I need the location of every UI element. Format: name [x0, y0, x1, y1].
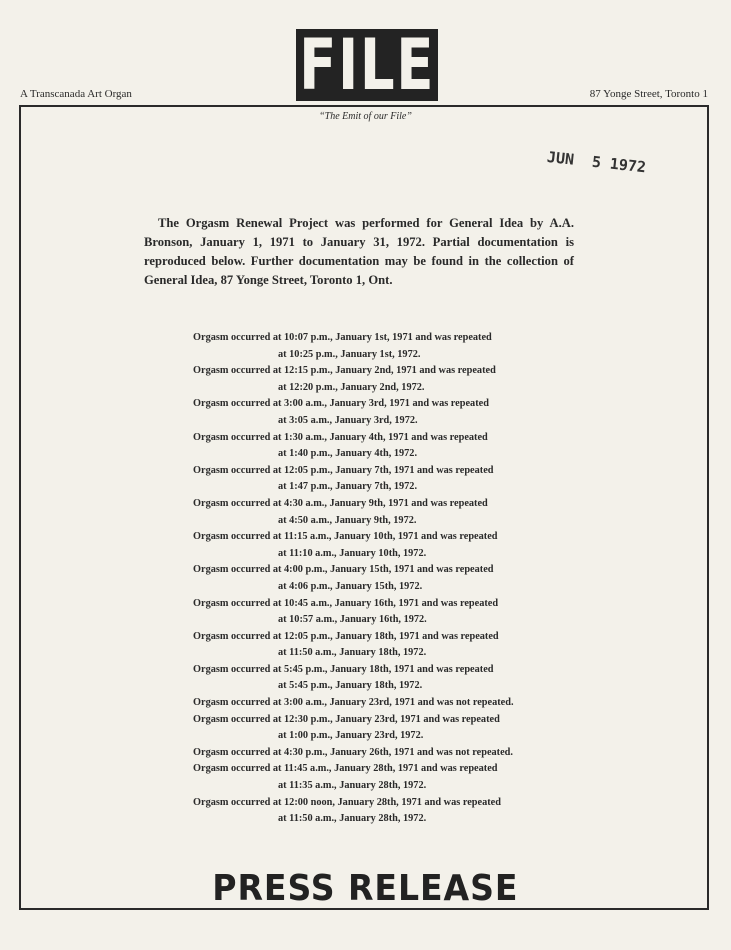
log-line: at 11:35 a.m., January 28th, 1972.: [278, 780, 427, 792]
log-line: at 11:50 a.m., January 28th, 1972.: [278, 813, 427, 825]
log-line: at 12:20 p.m., January 2nd, 1972.: [278, 381, 425, 393]
log-line: Orgasm occurred at 11:15 a.m., January 10th, 1971 and was repeated: [193, 531, 498, 543]
log-line: at 1:00 p.m., January 23rd, 1972.: [278, 730, 424, 742]
motto: “The Emit of our File”: [319, 111, 412, 122]
log-line: Orgasm occurred at 12:00 noon, January 28th, 1971 and was repeated: [193, 796, 501, 808]
log-line: Orgasm occurred at 11:45 a.m., January 28th, 1971 and was repeated: [193, 763, 498, 775]
press-release-text: PRESS RELEASE: [212, 868, 519, 909]
log-line: Orgasm occurred at 4:30 a.m., January 9th, 1971 and was repeated: [193, 497, 488, 509]
logo-text: FILE: [299, 24, 435, 106]
log-line: at 11:50 a.m., January 18th, 1972.: [278, 647, 427, 659]
log-line: Orgasm occurred at 3:00 a.m., January 23rd, 1971 and was not repeated.: [193, 697, 514, 709]
log-line: at 4:06 p.m., January 15th, 1972.: [278, 580, 423, 592]
address: 87 Yonge Street, Toronto 1: [589, 88, 708, 100]
log-line: Orgasm occurred at 3:00 a.m., January 3rd, 1971 and was repeated: [193, 398, 489, 410]
date-stamp: JUN 5 1972: [546, 148, 647, 177]
file-logo: [296, 24, 438, 106]
press-release-heading: [0, 868, 731, 909]
log-line: Orgasm occurred at 12:05 p.m., January 18th, 1971 and was repeated: [193, 630, 499, 642]
log-line: Orgasm occurred at 5:45 p.m., January 18th, 1971 and was repeated: [193, 663, 494, 675]
log-line: Orgasm occurred at 12:05 p.m., January 7th, 1971 and was repeated: [193, 464, 494, 476]
log-line: at 10:57 a.m., January 16th, 1972.: [278, 614, 427, 626]
log-line: Orgasm occurred at 10:45 a.m., January 16th, 1971 and was repeated: [193, 597, 499, 609]
log-line: at 11:10 a.m., January 10th, 1972.: [278, 547, 427, 559]
log-line: Orgasm occurred at 4:00 p.m., January 15th, 1971 and was repeated: [193, 564, 494, 576]
log-line: Orgasm occurred at 4:30 p.m., January 26th, 1971 and was not repeated.: [193, 746, 513, 758]
log-line: at 10:25 p.m., January 1st, 1972.: [278, 348, 421, 360]
log-line: Orgasm occurred at 12:30 p.m., January 23rd, 1971 and was repeated: [193, 713, 500, 725]
log-line: at 3:05 a.m., January 3rd, 1972.: [278, 414, 418, 426]
log-line: Orgasm occurred at 10:07 p.m., January 1st, 1971 and was repeated: [193, 332, 492, 343]
log-line: Orgasm occurred at 12:15 p.m., January 2nd, 1971 and was repeated: [193, 365, 496, 377]
log-line: Orgasm occurred at 1:30 a.m., January 4th, 1971 and was repeated: [193, 431, 488, 443]
tagline: A Transcanada Art Organ: [20, 88, 132, 100]
log-line: at 4:50 a.m., January 9th, 1972.: [278, 514, 417, 526]
intro-paragraph: The Orgasm Renewal Project was performed for General Idea by A.A. Bronson, January 1, 1971 to January 31, 1972. Partial documentation is reproduced below. Further documentation may be found in the collection of General Idea, 87 Yonge Street, Toronto 1, Ont.: [144, 216, 574, 287]
log-line: at 5:45 p.m., January 18th, 1972.: [278, 680, 423, 692]
log-line: at 1:47 p.m., January 7th, 1972.: [278, 481, 418, 493]
log-line: at 1:40 p.m., January 4th, 1972.: [278, 448, 418, 460]
orgasm-log: [193, 330, 613, 828]
